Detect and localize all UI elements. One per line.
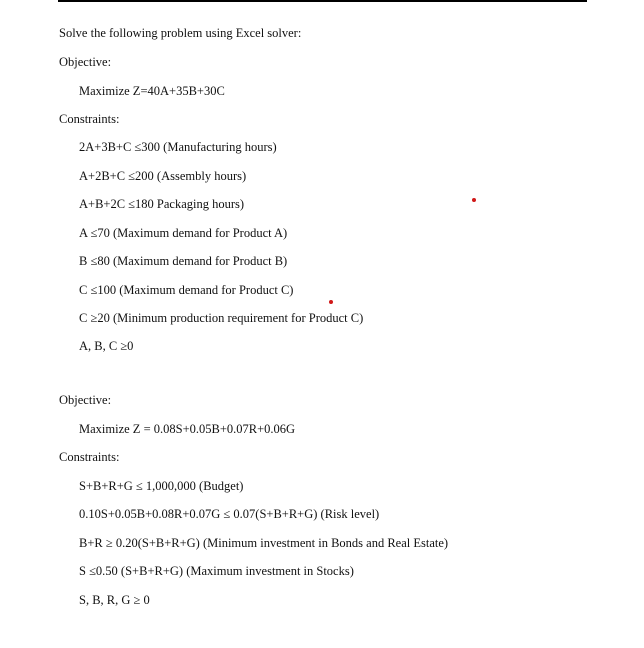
constraint-max-stocks: S ≤0.50 (S+B+R+G) (Maximum investment in Stocks) — [79, 564, 354, 578]
constraint-nonnegativity-2: S, B, R, G ≥ 0 — [79, 593, 150, 607]
constraint-max-demand-c: C ≤100 (Maximum demand for Product C) — [79, 283, 294, 297]
constraint-max-demand-a: A ≤70 (Maximum demand for Product A) — [79, 226, 288, 240]
red-annotation-dot — [472, 198, 476, 202]
constraint-min-bonds-real-estate: B+R ≥ 0.20(S+B+R+G) (Minimum investment in Bonds and Real Estate) — [79, 536, 449, 550]
objective-formula-1: Maximize Z=40A+35B+30C — [79, 84, 225, 98]
red-annotation-dot — [329, 300, 333, 304]
top-border-rule — [58, 0, 587, 2]
constraint-nonnegativity-1: A, B, C ≥0 — [79, 339, 134, 353]
objective-formula-2: Maximize Z = 0.08S+0.05B+0.07R+0.06G — [79, 422, 296, 436]
constraint-assembly-hours: A+2B+C ≤200 (Assembly hours) — [79, 169, 247, 183]
objective-heading-2: Objective: — [59, 393, 112, 407]
constraint-min-production-c: C ≥20 (Minimum production requirement for Product C) — [79, 311, 364, 325]
constraints-heading-2: Constraints: — [59, 450, 120, 464]
constraint-risk-level: 0.10S+0.05B+0.08R+0.07G ≤ 0.07(S+B+R+G) (Risk level) — [79, 507, 380, 521]
constraint-max-demand-b: B ≤80 (Maximum demand for Product B) — [79, 254, 288, 268]
constraints-heading-1: Constraints: — [59, 112, 120, 126]
intro-text: Solve the following problem using Excel solver: — [59, 26, 302, 40]
constraint-budget: S+B+R+G ≤ 1,000,000 (Budget) — [79, 479, 244, 493]
constraint-packaging-hours: A+B+2C ≤180 Packaging hours) — [79, 197, 245, 211]
objective-heading-1: Objective: — [59, 55, 112, 69]
constraint-manufacturing-hours: 2A+3B+C ≤300 (Manufacturing hours) — [79, 140, 277, 154]
